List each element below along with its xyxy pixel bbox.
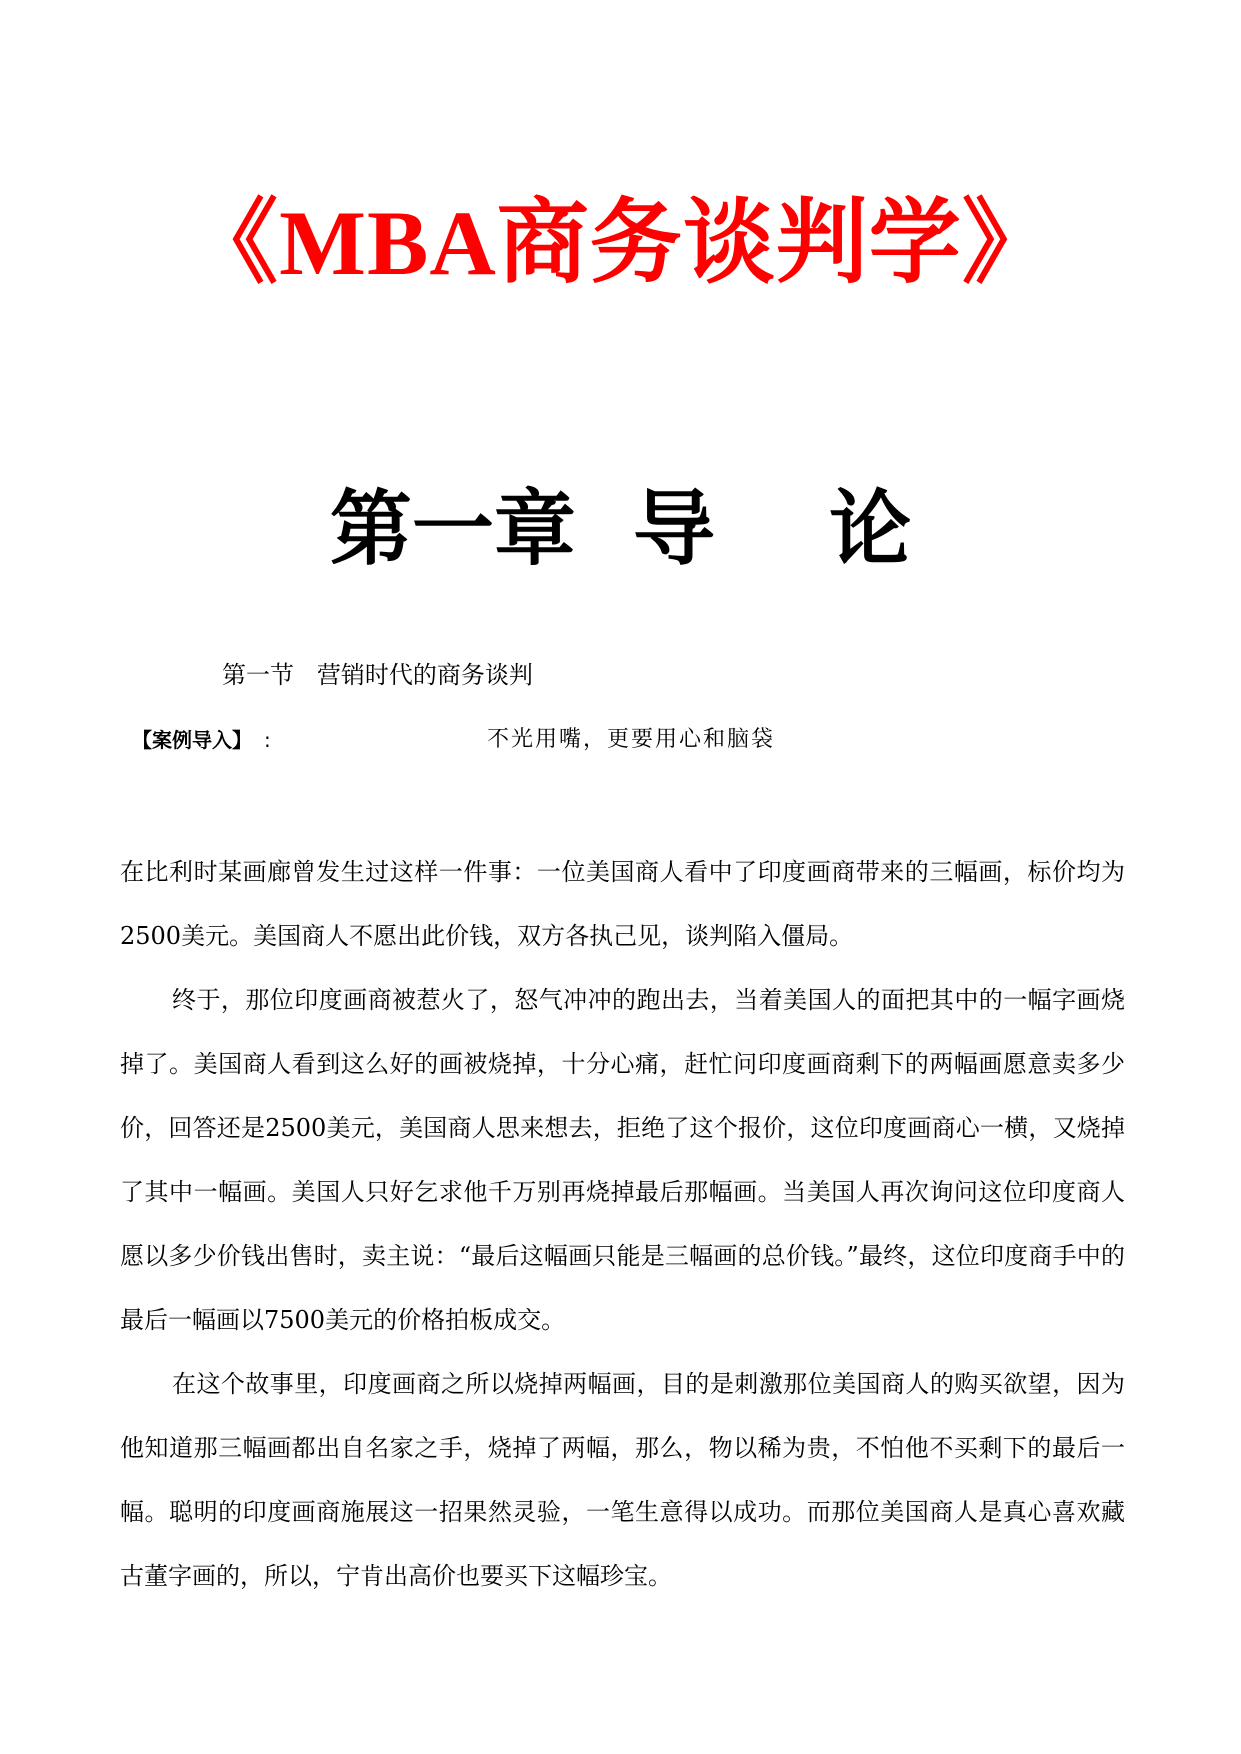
paragraph: 在比利时某画廊曾发生过这样一件事：一位美国商人看中了印度画商带来的三幅画，标价均为2500美元。美国商人不愿出此价钱，双方各执己见，谈判陷入僵局。: [120, 858, 1125, 950]
case-intro-label: 【案例导入】: [132, 728, 252, 752]
chapter-title: 第一章 导 论: [329, 482, 912, 577]
book-title: 《MBA商务谈判学》: [186, 192, 1055, 294]
paragraph: 终于，那位印度画商被惹火了，怒气冲冲的跑出去，当着美国人的面把其中的一幅字画烧掉了。美国商人看到这么好的画被烧掉，十分心痛，赶忙问印度画商剩下的两幅画愿意卖多少价，回答还是2500美元，美国商人思来想去，拒绝了这个报价，这位印度画商心一横，又烧掉了其中一幅画。美国人只好乞求他千万别再烧掉最后那幅画。当美国人再次询问这位印度商人愿以多少价钱出售时，卖主说：“最后这幅画只能是三幅画的总价钱。”最终，这位印度商手中的最后一幅画以7500美元的价格拍板成交。: [120, 986, 1125, 1334]
body-text: [120, 840, 1125, 1608]
section-title: 第一节 营销时代的商务谈判: [222, 661, 533, 689]
paragraph: 在这个故事里，印度画商之所以烧掉两幅画，目的是刺激那位美国商人的购买欲望，因为他知道那三幅画都出自名家之手，烧掉了两幅，那么，物以稀为贵，不怕他不买剩下的最后一幅。聪明的印度画商施展这一招果然灵验，一笔生意得以成功。而那位美国商人是真心喜欢藏古董字画的，所以，宁肯出高价也要买下这幅珍宝。: [120, 1370, 1125, 1590]
case-intro-subtitle: 不光用嘴，更要用心和脑袋: [487, 727, 776, 752]
case-intro-colon: :: [264, 728, 271, 752]
case-intro: [132, 724, 776, 757]
